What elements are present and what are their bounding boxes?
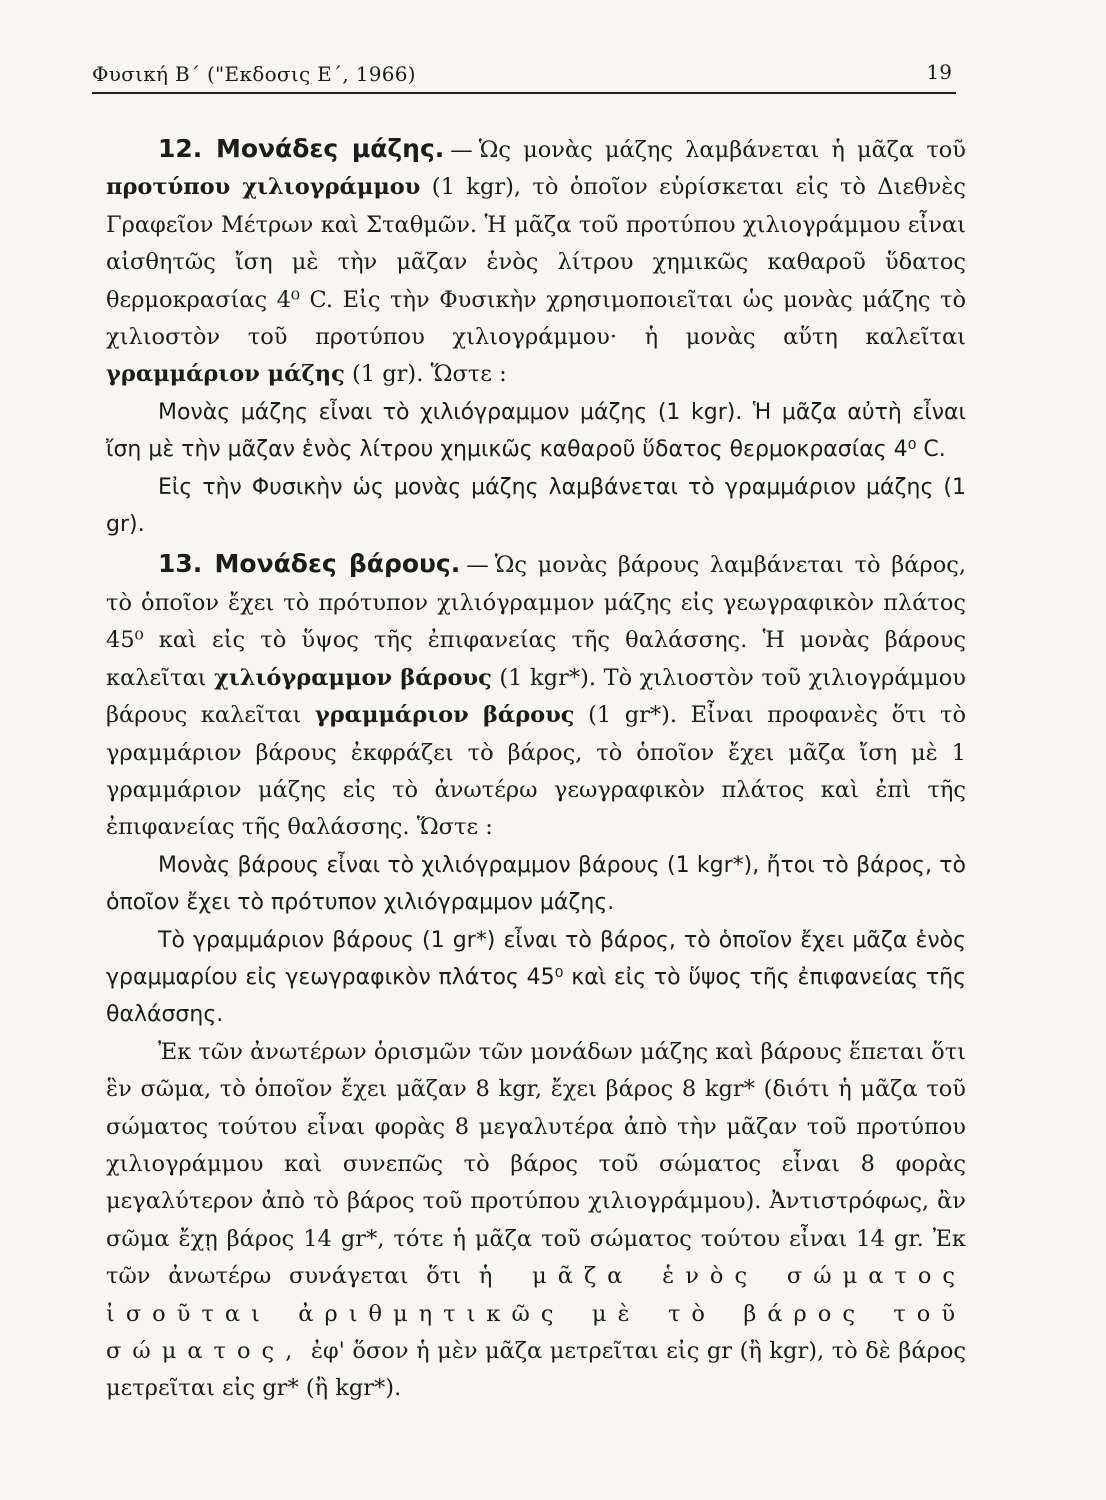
section-13-text-1: Ὡς μονὰς βάρους λαμβάνεται τὸ βάρος, τὸ ὁποῖον ἔχει τὸ πρότυπον χιλιόγραμμον μάζης εἰς γεωγραφικὸν πλάτος 45⁰ καὶ εἰς τὸ ὕψος τῆς ἐπιφανείας τῆς θαλάσσης. Ἡ μονὰς βάρους καλεῖται: [106, 552, 966, 691]
weight-unit-definition: Μονὰς βάρους εἶναι τὸ χιλιόγραμμον βάρους (1 kgr*), ἤτοι τὸ βάρος, τὸ ὁποῖον ἔχει τὸ πρότυπον χιλιόγραμμον μάζης.: [106, 852, 966, 916]
section-13-title: 13. Μονάδες βάρους.: [158, 549, 461, 579]
section-12-paragraph: [106, 130, 966, 394]
section-13-paragraph: [106, 545, 966, 846]
term-prototype-kilogram: προτύπου χιλιογράμμου: [106, 174, 421, 201]
closing-paragraph: [106, 1034, 966, 1408]
section-12-title: 12. Μονάδες μάζης.: [158, 134, 445, 163]
term-kilogram-weight: χιλιόγραμμον βάρους: [214, 664, 492, 691]
running-header: [92, 58, 956, 94]
section-13-dash: —: [466, 552, 489, 579]
section-12-text-2: (1 kgr), τὸ ὁποῖον εὑρίσκεται εἰς τὸ Διεθνὲς Γραφεῖον Μέτρων καὶ Σταθμῶν. Ἡ μᾶζα τοῦ προτύπου χιλιογράμμου εἶναι αἰσθητῶς ἴση μὲ τὴν μᾶζαν ἑνὸς λίτρου χημικῶς καθαροῦ ὕδατος θερμοκρασίας 4⁰ C. Εἰς τὴν Φυσικὴν χρησιμοποιεῖται ὡς μονὰς μάζης τὸ χιλιοστὸν τοῦ προτύπου χιλιογράμμου· ἡ μονὰς αὕτη καλεῖται: [106, 174, 966, 351]
page-body: [106, 128, 966, 1408]
section-12-text-3: (1 gr). Ὥστε :: [344, 361, 507, 388]
closing-text-1: Ἐκ τῶν ἀνωτέρων ὁρισμῶν τῶν μονάδων μάζης καὶ βάρους ἕπεται ὅτι ἓν σῶμα, τὸ ὁποῖον ἔχει μᾶζαν 8 kgr, ἔχει βάρος 8 kgr* (διότι ἡ μᾶζα τοῦ σώματος τούτου εἶναι φορὰς 8 μεγαλυτέρα ἀπὸ τὴν μᾶζαν τοῦ προτύπου χιλιογράμμου καὶ συνεπῶς τὸ βάρος τοῦ σώματος εἶναι 8 φορὰς μεγαλύτερον ἀπὸ τὸ βάρος τοῦ προτύπου χιλιογράμμου). Ἀντιστρόφως, ἂν σῶμα ἔχῃ βάρος 14 gr*, τότε ἡ μᾶζα τοῦ σώματος τούτου εἶναι 14 gr. Ἐκ τῶν ἀνωτέρω συνάγεται ὅτι: [106, 1038, 966, 1290]
term-gram-mass: γραμμάριον μάζης: [106, 361, 345, 388]
gram-mass-definition: Εἰς τὴν Φυσικὴν ὡς μονὰς μάζης λαμβάνεται τὸ γραμμάριον μάζης (1 gr).: [106, 474, 966, 538]
closing-text-2: ἐφ' ὅσον ἡ μὲν μᾶζα μετρεῖται εἰς gr (ἢ kgr), τὸ δὲ βάρος μετρεῖται εἰς gr* (ἢ kgr*).: [106, 1338, 966, 1402]
gram-weight-definition: Τὸ γραμμάριον βάρους (1 gr*) εἶναι τὸ βάρος, τὸ ὁποῖον ἔχει μᾶζα ἑνὸς γραμμαρίου εἰς γεωγραφικὸν πλάτος 45⁰ καὶ εἰς τὸ ὕψος τῆς ἐπιφανείας τῆς θαλάσσης.: [106, 927, 966, 1028]
term-gram-weight: γραμμάριον βάρους: [314, 702, 575, 729]
section-13-text-2: (1 kgr*). Τὸ χιλιοστὸν τοῦ χιλιογράμμου βάρους καλεῖται: [106, 664, 966, 729]
section-12-dash: —: [450, 137, 473, 163]
spaced-statement: ἡ μᾶζα ἑνὸς σώματος ἰσοῦται ἀριθμητικῶς μὲ τὸ βάρος τοῦ σώματος,: [106, 1263, 966, 1364]
page-number: 19: [926, 60, 952, 84]
mass-unit-definition: Μονὰς μάζης εἶναι τὸ χιλιόγραμμον μάζης (1 kgr). Ἡ μᾶζα αὐτὴ εἶναι ἴση μὲ τὴν μᾶζαν ἑνὸς λίτρου χημικῶς καθαροῦ ὕδατος θερμοκρασίας 4⁰ C.: [106, 399, 966, 463]
header-title: Φυσική Β΄ ("Εκδοσις Ε΄, 1966): [92, 62, 416, 86]
section-13-text-3: (1 gr*). Εἶναι προφανὲς ὅτι τὸ γραμμάριον βάρους ἐκφράζει τὸ βάρος, τὸ ὁποῖον ἔχει μᾶζα ἴση μὲ 1 γραμμάριον μάζης εἰς τὸ ἀνωτέρω γεωγραφικὸν πλάτος καὶ ἐπὶ τῆς ἐπιφανείας τῆς θαλάσσης. Ὥστε :: [106, 702, 966, 841]
section-12-text-1: Ὡς μονὰς μάζης λαμβάνεται ἡ μᾶζα τοῦ: [478, 137, 966, 163]
